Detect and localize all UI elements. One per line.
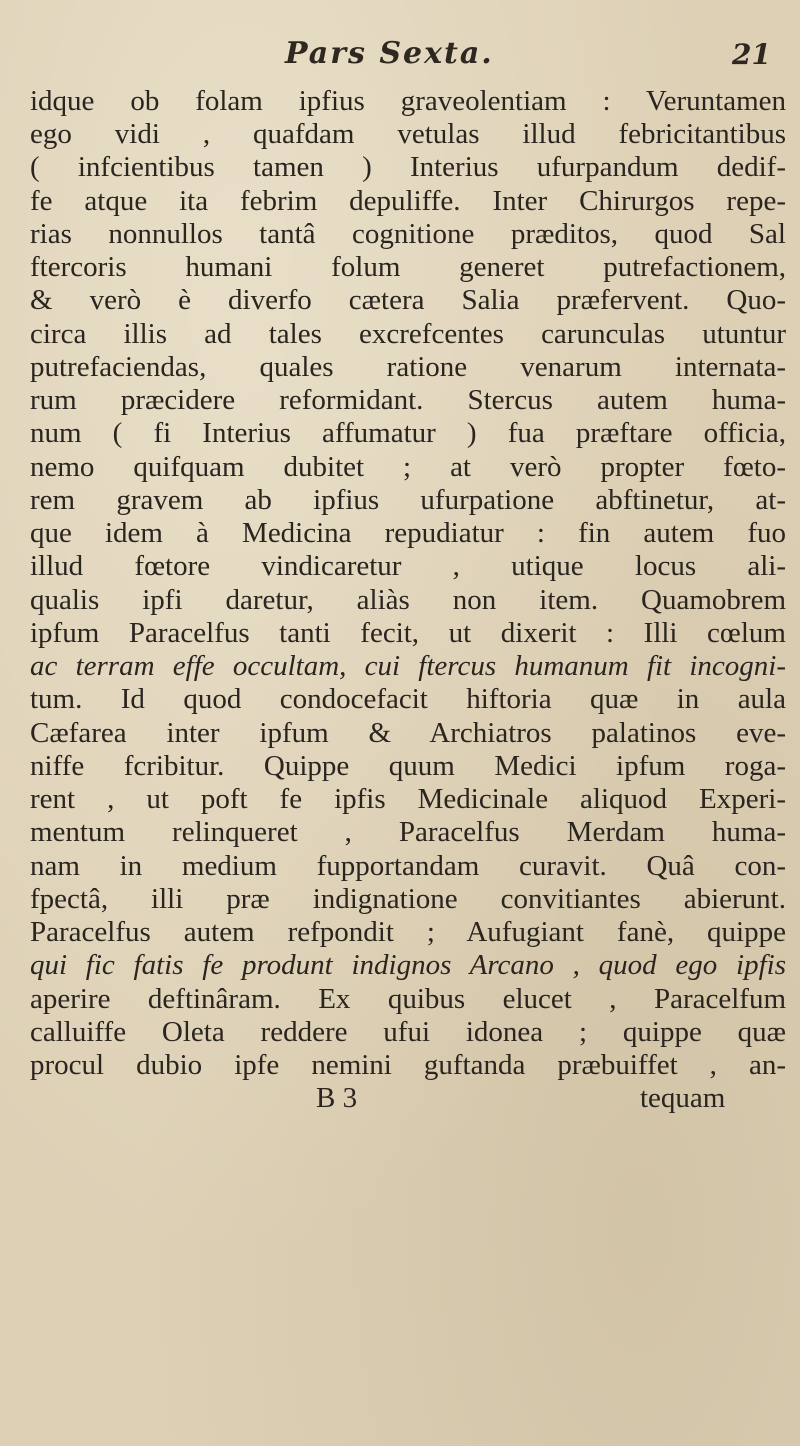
text-line: fpectâ, illi præ indignatione convitiantes abierunt. bbox=[30, 883, 786, 915]
text-line: putrefaciendas, quales ratione venarum internata- bbox=[30, 351, 786, 383]
text-line-italic: qui fic fatis fe produnt indignos Arcano , quod ego ipfis bbox=[30, 949, 786, 981]
text-line: que idem à Medicina repudiatur : fin autem fuo bbox=[30, 517, 786, 549]
text-line: tum. Id quod condocefacit hiftoria quæ in aula bbox=[30, 683, 786, 715]
page-number: 21 bbox=[732, 38, 771, 71]
running-title: Pars Sexta. bbox=[285, 36, 494, 71]
signature-mark: B 3 bbox=[316, 1082, 358, 1114]
text-line: mentum relinqueret , Paracelfus Merdam huma- bbox=[30, 816, 786, 848]
text-line: rem gravem ab ipfius ufurpatione abftinetur, at- bbox=[30, 484, 786, 516]
text-line: procul dubio ipfe nemini guftanda præbuiffet , an- bbox=[30, 1049, 786, 1081]
catchline bbox=[0, 1082, 800, 1118]
text-line: & verò è diverfo cætera Salia præfervent. Quo- bbox=[30, 284, 786, 316]
text-line: qualis ipfi daretur, aliàs non item. Quamobrem bbox=[30, 584, 786, 616]
text-line: circa illis ad tales excrefcentes carunculas utuntur bbox=[30, 318, 786, 350]
text-line-italic: ac terram effe occultam, cui ftercus humanum fit incogni- bbox=[30, 650, 786, 682]
text-line: rent , ut poft fe ipfis Medicinale aliquod Experi- bbox=[30, 783, 786, 815]
running-head bbox=[0, 36, 800, 80]
text-line: idque ob folam ipfius graveolentiam : Veruntamen bbox=[30, 85, 786, 117]
text-line: Cæfarea inter ipfum & Archiatros palatinos eve- bbox=[30, 717, 786, 749]
text-line: niffe fcribitur. Quippe quum Medici ipfum roga- bbox=[30, 750, 786, 782]
text-line: rias nonnullos tantâ cognitione præditos, quod Sal bbox=[30, 218, 786, 250]
text-line: fe atque ita febrim depuliffe. Inter Chirurgos repe- bbox=[30, 185, 786, 217]
text-line: calluiffe Oleta reddere ufui idonea ; quippe quæ bbox=[30, 1016, 786, 1048]
text-line: num ( fi Interius affumatur ) fua præftare officia, bbox=[30, 417, 786, 449]
text-line: Paracelfus autem refpondit ; Aufugiant fanè, quippe bbox=[30, 916, 786, 948]
text-line: nemo quifquam dubitet ; at verò propter fœto- bbox=[30, 451, 786, 483]
text-line: illud fœtore vindicaretur , utique locus ali- bbox=[30, 550, 786, 582]
text-line: ipfum Paracelfus tanti fecit, ut dixerit : Illi cœlum bbox=[30, 617, 786, 649]
catchword: tequam bbox=[640, 1082, 726, 1114]
text-line: ( infcientibus tamen ) Interius ufurpandum dedif- bbox=[30, 151, 786, 183]
text-line: ftercoris humani folum generet putrefactionem, bbox=[30, 251, 786, 283]
text-line: ego vidi , quafdam vetulas illud febricitantibus bbox=[30, 118, 786, 150]
text-line: rum præcidere reformidant. Stercus autem huma- bbox=[30, 384, 786, 416]
text-line: aperire deftinâram. Ex quibus elucet , Paracelfum bbox=[30, 983, 786, 1015]
text-line: nam in medium fupportandam curavit. Quâ con- bbox=[30, 850, 786, 882]
